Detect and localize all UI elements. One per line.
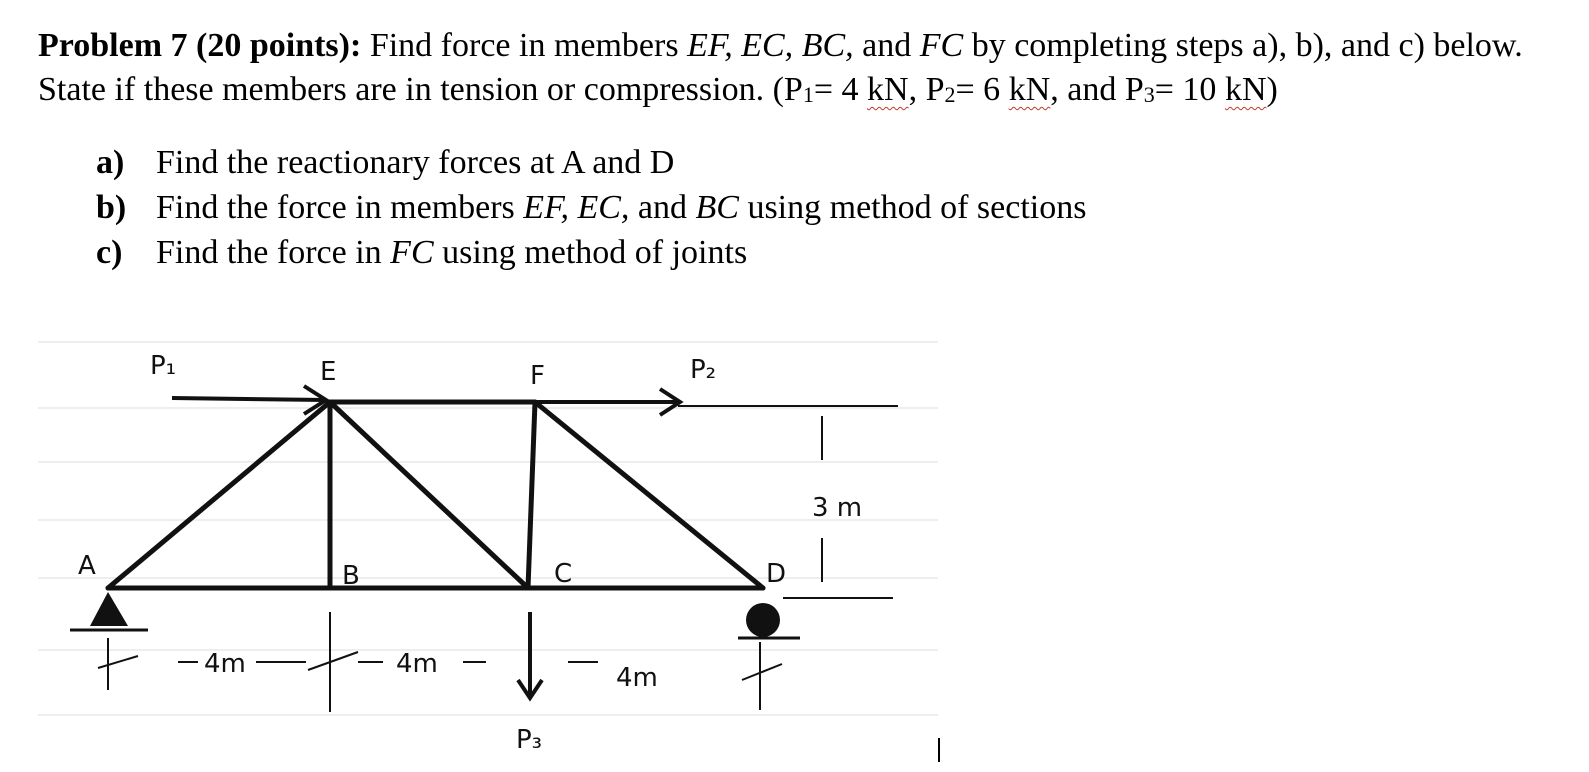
label-span-2: 4m: [396, 649, 438, 679]
problem-rest: by completing steps a), b), and c) below. State if these members are in tension or compression. (P: [38, 27, 1523, 108]
span-dimension-lines: [98, 612, 782, 712]
load-p1-arrow: [172, 386, 326, 414]
label-f: F: [530, 361, 545, 391]
member-fc: FC: [919, 27, 964, 64]
step-c: [96, 230, 1086, 275]
step-label: b): [96, 189, 127, 226]
truss-figure: [38, 320, 938, 772]
member-ec: EC,: [741, 27, 794, 64]
problem-intro: Find force in members: [361, 27, 688, 64]
label-height: 3 m: [812, 493, 863, 523]
label-a: A: [78, 551, 96, 581]
label-b: B: [342, 561, 360, 591]
step-text: Find the force in members EF, EC, and BC using method of sections: [156, 189, 1087, 226]
unit-kn-3: kN: [1224, 71, 1267, 108]
step-label: a): [96, 144, 125, 181]
step-text: Find the force in FC using method of joints: [156, 234, 748, 271]
member-ae: [108, 402, 330, 588]
label-span-3: 4m: [616, 663, 658, 693]
label-c: C: [554, 559, 573, 589]
load-p3-arrow: [518, 612, 542, 698]
member-ef: EF,: [687, 27, 733, 64]
problem-heading: Problem 7 (20 points):: [38, 27, 362, 64]
member-bc: BC,: [801, 27, 854, 64]
step-text: Find the reactionary forces at A and D: [156, 144, 675, 181]
roller-support-d: [738, 603, 800, 638]
step-label: c): [96, 234, 123, 271]
label-p1: P₁: [150, 351, 177, 381]
load-p2-arrow: [535, 389, 680, 415]
unit-kn-2: kN: [1008, 71, 1051, 108]
member-fc-line: [528, 402, 535, 588]
label-e: E: [320, 357, 337, 387]
truss-diagram: [38, 320, 938, 772]
text-cursor: [938, 738, 940, 762]
label-p3: P₃: [516, 725, 543, 755]
label-p2: P₂: [690, 355, 717, 385]
step-b: [96, 185, 1086, 230]
step-list: [96, 140, 1086, 275]
unit-kn-1: kN: [867, 71, 909, 108]
label-d: D: [766, 559, 787, 589]
label-span-1: 4m: [204, 649, 246, 679]
step-a: [96, 140, 1086, 185]
pin-support-a: [70, 592, 148, 630]
problem-statement: Problem 7 (20 points): Find force in members EF, EC, BC, and FC by completing steps a), b), and c) below. State if these members are in tension or compression. (P1= 4 kN, P2= 6 kN, and P3= 10 kN): [38, 27, 1523, 108]
